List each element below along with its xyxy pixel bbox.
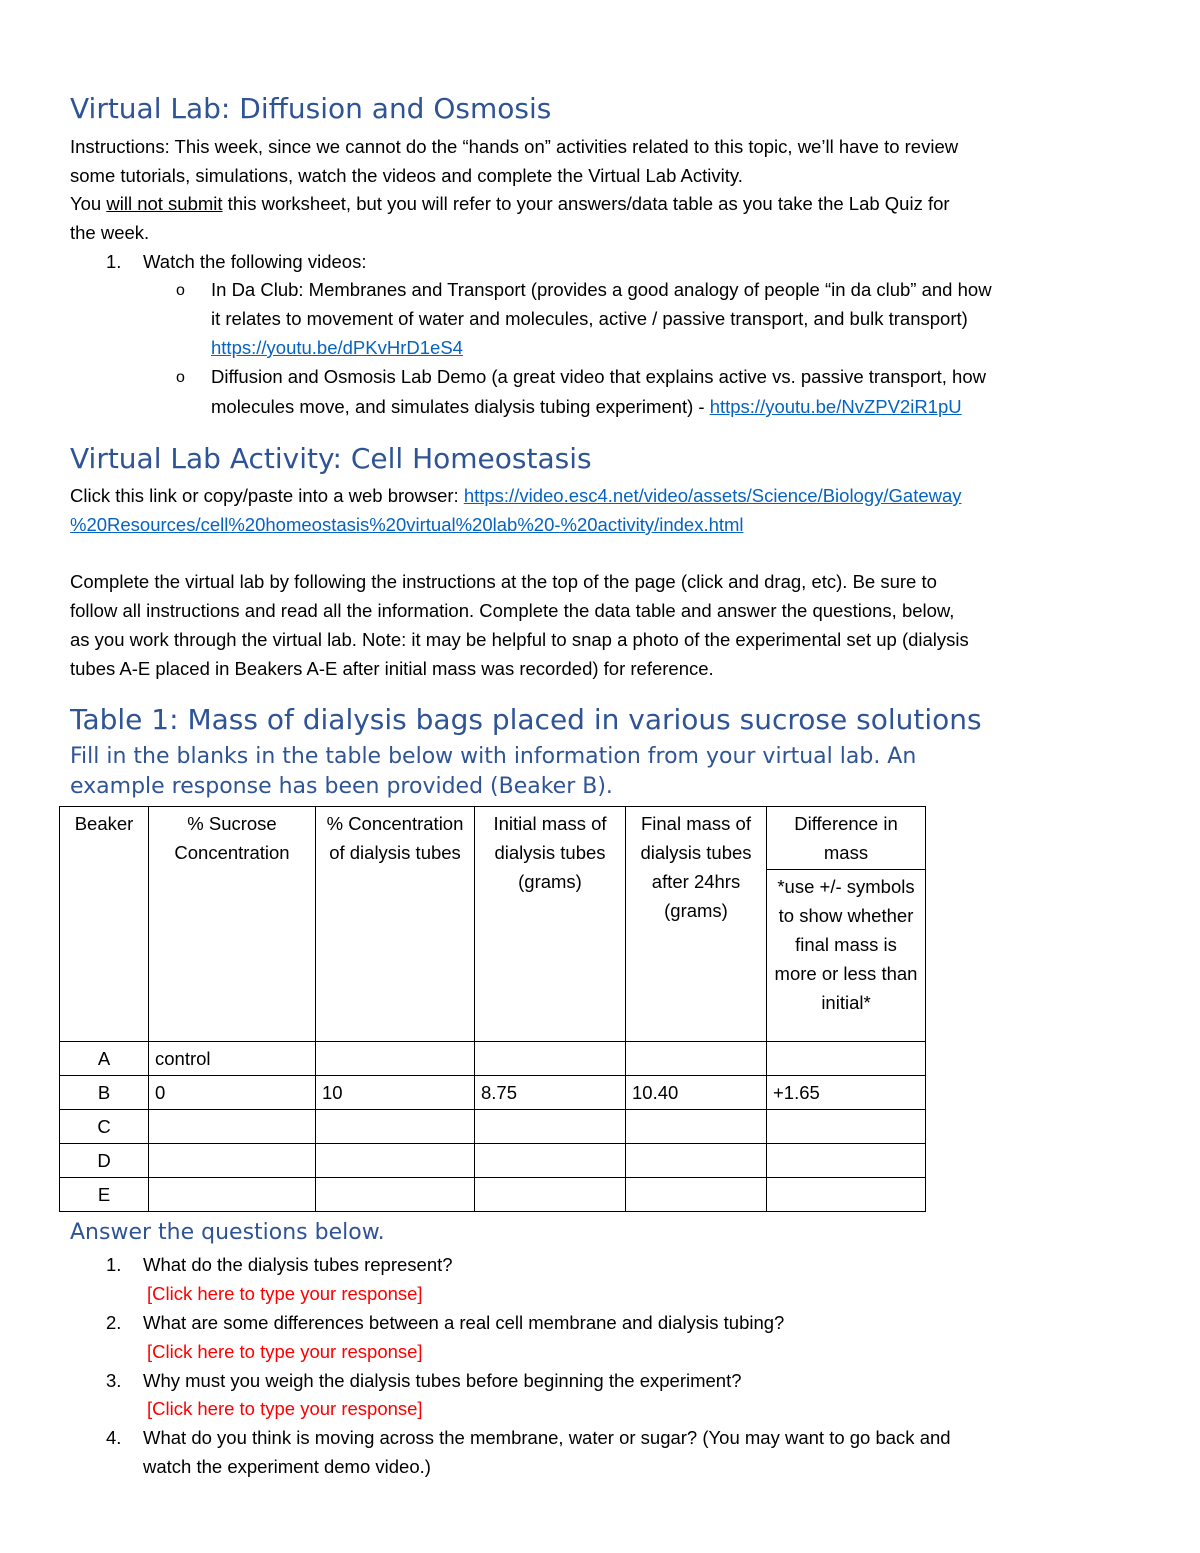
header-sucrose-concentration: % Sucrose Concentration [149, 807, 316, 1042]
activity-heading: Virtual Lab Activity: Cell Homeostasis [70, 442, 592, 475]
question-1-text: What do the dialysis tubes represent? [143, 1254, 453, 1275]
instructions-line-3 [70, 189, 950, 218]
table-cell[interactable]: 10.40 [626, 1076, 767, 1110]
header-tube-concentration: % Concentration of dialysis tubes [316, 807, 475, 1042]
video-1-link[interactable]: https://youtu.be/dPKvHrD1eS4 [211, 337, 463, 358]
header-difference-note: *use +/- symbols to show whether final mass is more or less than initial* [767, 870, 926, 1042]
activity-paragraph-line-1: Complete the virtual lab by following the instructions at the top of the page (click and drag, etc). Be sure to [70, 571, 937, 592]
table-cell[interactable] [475, 1144, 626, 1178]
table-cell[interactable] [149, 1178, 316, 1212]
question-number: 2. [106, 1312, 122, 1333]
beaker-cell: B [60, 1076, 149, 1110]
bullet-icon: o [176, 369, 185, 386]
table-cell[interactable] [475, 1042, 626, 1076]
header-difference: Difference in mass [767, 807, 926, 870]
will-not-submit-text: will not submit [106, 193, 223, 214]
instructions-text: You [70, 193, 107, 214]
video-2-line-2 [211, 392, 962, 421]
table-heading: Table 1: Mass of dialysis bags placed in various sucrose solutions [70, 703, 982, 736]
table-cell[interactable] [626, 1178, 767, 1212]
table-cell[interactable]: 0 [149, 1076, 316, 1110]
activity-link-label: Click this link or copy/paste into a web browser: [70, 485, 464, 506]
video-1-line-1: In Da Club: Membranes and Transport (provides a good analogy of people “in da club” and how [211, 279, 992, 300]
instructions-text: this worksheet, but you will refer to your answers/data table as you take the Lab Quiz for [222, 193, 950, 214]
table-cell[interactable] [767, 1144, 926, 1178]
question-2-text: What are some differences between a real cell membrane and dialysis tubing? [143, 1312, 785, 1333]
table-cell[interactable]: 10 [316, 1076, 475, 1110]
activity-link-continued[interactable]: %20Resources/cell%20homeostasis%20virtual%20lab%20-%20activity/index.html [70, 514, 744, 535]
question-3-response-field[interactable]: [Click here to type your response] [147, 1398, 423, 1419]
table-cell[interactable] [626, 1144, 767, 1178]
activity-link-line-2 [70, 510, 744, 539]
question-4-text: What do you think is moving across the membrane, water or sugar? (You may want to go back and [143, 1427, 951, 1448]
question-4-text-continued: watch the experiment demo video.) [143, 1456, 431, 1477]
table-row [60, 1178, 926, 1212]
activity-paragraph-line-2: follow all instructions and read all the information. Complete the data table and answer the questions, below, [70, 600, 955, 621]
beaker-cell: D [60, 1144, 149, 1178]
questions-heading: Answer the questions below. [70, 1220, 385, 1245]
table-cell[interactable] [767, 1042, 926, 1076]
table-row [60, 1076, 926, 1110]
table-cell[interactable] [626, 1042, 767, 1076]
table-cell[interactable] [316, 1144, 475, 1178]
table-row [60, 1042, 926, 1076]
table-row [60, 1144, 926, 1178]
beaker-cell: A [60, 1042, 149, 1076]
step-text: Watch the following videos: [143, 251, 367, 272]
data-table [59, 806, 926, 1212]
table-cell[interactable] [316, 1042, 475, 1076]
beaker-cell: E [60, 1178, 149, 1212]
header-final-mass: Final mass of dialysis tubes after 24hrs (grams) [626, 807, 767, 1042]
video-1-line-3 [211, 333, 463, 362]
video-2-text: molecules move, and simulates dialysis tubing experiment) - [211, 396, 710, 417]
video-1-line-2: it relates to movement of water and molecules, active / passive transport, and bulk transport) [211, 308, 968, 329]
table-cell[interactable] [475, 1178, 626, 1212]
instructions-line-2: some tutorials, simulations, watch the videos and complete the Virtual Lab Activity. [70, 165, 743, 186]
activity-link-line-1 [70, 481, 962, 510]
table-cell[interactable]: +1.65 [767, 1076, 926, 1110]
step-number: 1. [106, 251, 122, 272]
header-initial-mass: Initial mass of dialysis tubes (grams) [475, 807, 626, 1042]
question-number: 1. [106, 1254, 122, 1275]
question-number: 3. [106, 1370, 122, 1391]
video-2-link[interactable]: https://youtu.be/NvZPV2iR1pU [709, 396, 962, 417]
header-beaker: Beaker [60, 807, 149, 1042]
table-cell[interactable] [149, 1144, 316, 1178]
table-cell[interactable] [767, 1178, 926, 1212]
page-title: Virtual Lab: Diffusion and Osmosis [70, 92, 552, 125]
table-subheading-line-1: Fill in the blanks in the table below with information from your virtual lab. An [70, 744, 917, 769]
table-cell[interactable]: 8.75 [475, 1076, 626, 1110]
instructions-line-1: Instructions: This week, since we cannot do the “hands on” activities related to this topic, we’ll have to review [70, 136, 959, 157]
table-cell[interactable] [475, 1110, 626, 1144]
question-1-response-field[interactable]: [Click here to type your response] [147, 1283, 423, 1304]
video-2-line-1: Diffusion and Osmosis Lab Demo (a great video that explains active vs. passive transport, how [211, 366, 986, 387]
table-cell[interactable] [626, 1110, 767, 1144]
beaker-cell: C [60, 1110, 149, 1144]
table-row [60, 1110, 926, 1144]
activity-link[interactable]: https://video.esc4.net/video/assets/Science/Biology/Gateway [463, 485, 962, 506]
bullet-icon: o [176, 282, 185, 299]
instructions-line-4: the week. [70, 222, 150, 243]
table-cell[interactable]: control [149, 1042, 316, 1076]
activity-paragraph-line-3: as you work through the virtual lab. Note: it may be helpful to snap a photo of the experimental set up (dialysis [70, 629, 969, 650]
table-cell[interactable] [149, 1110, 316, 1144]
question-3-text: Why must you weigh the dialysis tubes before beginning the experiment? [143, 1370, 742, 1391]
activity-paragraph-line-4: tubes A-E placed in Beakers A-E after initial mass was recorded) for reference. [70, 658, 714, 679]
question-number: 4. [106, 1427, 122, 1448]
table-cell[interactable] [316, 1110, 475, 1144]
question-2-response-field[interactable]: [Click here to type your response] [147, 1341, 423, 1362]
table-cell[interactable] [316, 1178, 475, 1212]
table-subheading-line-2: example response has been provided (Beaker B). [70, 774, 613, 799]
table-cell[interactable] [767, 1110, 926, 1144]
